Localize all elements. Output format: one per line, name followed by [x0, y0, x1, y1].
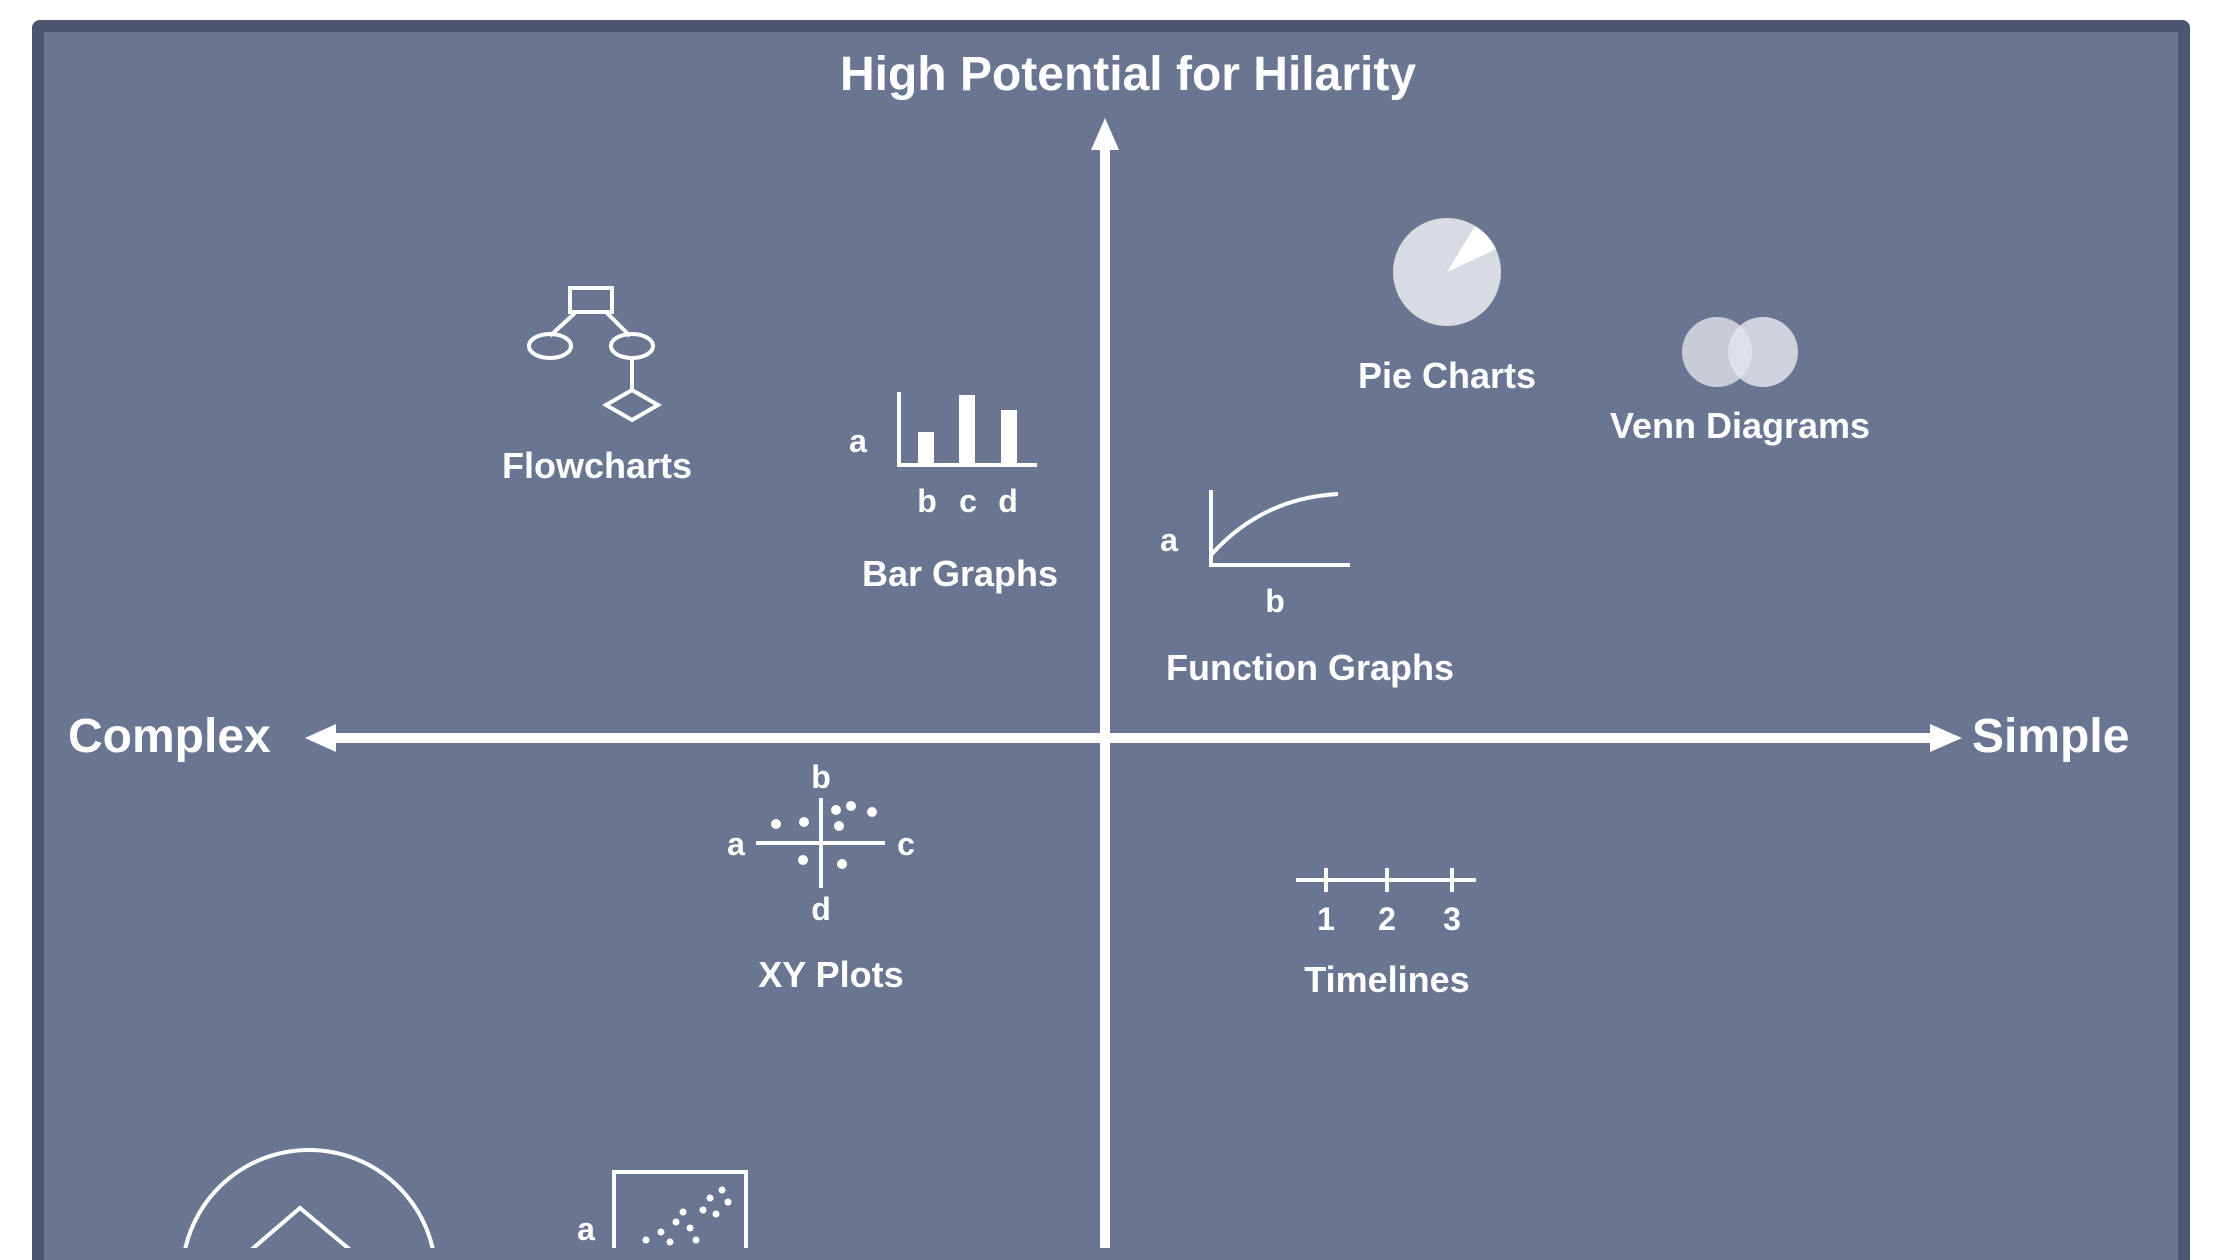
scatter-frame-icon [614, 1172, 746, 1248]
timeline-icon [1296, 868, 1476, 892]
function-graph-item [1160, 490, 1454, 688]
flowchart-item [502, 288, 692, 486]
bar-graph-x-label-1: b [917, 483, 937, 519]
horizontal-axis [305, 724, 1962, 752]
bar-graph-x-label-3: d [998, 483, 1018, 519]
xy-plot-right-label: c [897, 826, 915, 862]
pie-chart-item [1358, 218, 1536, 396]
up-arrow-icon [1091, 118, 1119, 150]
xy-plot-top-label: b [811, 759, 831, 795]
venn-diagrams-label: Venn Diagrams [1609, 405, 1871, 446]
bar-graph-item [849, 392, 1058, 594]
xy-plot-bottom-label: d [811, 891, 831, 927]
flowcharts-label: Flowcharts [501, 445, 693, 486]
venn-diagram-item [1610, 317, 1870, 446]
bar-graphs-label: Bar Graphs [861, 553, 1059, 594]
triangle-icon [230, 1208, 372, 1248]
bar-graph-y-label: a [849, 423, 867, 459]
timeline-tick-1: 1 [1317, 901, 1335, 937]
timeline-item [1296, 868, 1476, 1000]
circle-diagram-partial [182, 1150, 436, 1248]
right-axis-title: Simple [1972, 710, 2130, 763]
bar-graph-icon [899, 392, 1037, 465]
left-axis-title: Complex [68, 710, 271, 763]
function-graph-icon [1211, 490, 1350, 565]
bar-graph-x-label-2: c [959, 483, 977, 519]
xy-plots-label: XY Plots [758, 954, 904, 995]
pie-charts-label: Pie Charts [1357, 355, 1537, 396]
function-graph-y-label: a [1160, 522, 1178, 558]
xy-plot-icon [756, 798, 885, 888]
function-graphs-label: Function Graphs [1166, 647, 1454, 688]
scatter-dots-icon [643, 1187, 732, 1246]
xy-plot-item [727, 759, 915, 995]
venn-diagram-icon [1682, 317, 1798, 387]
top-axis-title: High Potential for Hilarity [839, 48, 1417, 101]
right-arrow-icon [1930, 724, 1962, 752]
timeline-tick-2: 2 [1378, 901, 1396, 937]
pie-chart-icon [1393, 218, 1501, 326]
scatter-plot-partial [577, 1172, 746, 1248]
left-arrow-icon [305, 724, 336, 752]
scatter-y-label: a [577, 1211, 595, 1247]
timeline-tick-3: 3 [1443, 901, 1461, 937]
circle-outline-icon [182, 1150, 436, 1248]
vertical-axis [1091, 118, 1119, 1248]
xy-plot-left-label: a [727, 826, 745, 862]
function-graph-x-label: b [1265, 583, 1285, 619]
timelines-label: Timelines [1304, 959, 1470, 1000]
flowchart-icon [529, 288, 658, 420]
